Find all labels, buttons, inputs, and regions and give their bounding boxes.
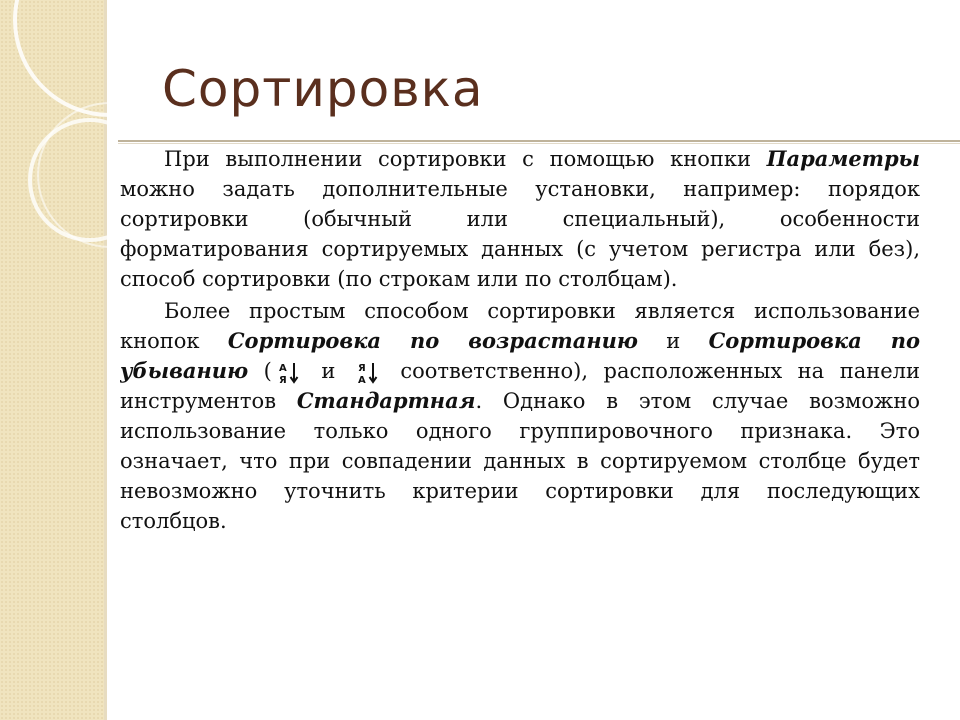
- term-sort-descending: Сортировка по убыванию: [120, 328, 920, 383]
- term-sort-ascending: Сортировка по возрастанию: [227, 328, 638, 353]
- paragraph-2-text-f: . Однако в этом случае возможно использование только одного группировочного признака. Это означает, что при совпадении данных в сортируемом столбце будет невозможно уточнить критерии сортировки для последующих столбцов.: [120, 389, 920, 533]
- sort-ascending-icon: [278, 360, 300, 386]
- paragraph-1-text-a: При выполнении сортировки с помощью кнопки: [164, 147, 767, 171]
- paragraph-2-text-b: и: [637, 329, 709, 353]
- paragraph-sort-parameters: [120, 144, 920, 294]
- paragraph-2-text-d: и: [305, 359, 351, 383]
- sort-asc-arrow: [290, 363, 297, 382]
- paragraph-sort-buttons: [120, 296, 920, 536]
- term-standard-toolbar: Стандартная: [296, 388, 476, 413]
- slide-title: Сортировка: [162, 60, 484, 118]
- title-divider: [118, 140, 960, 142]
- sort-desc-arrow: [369, 363, 376, 382]
- term-parameters-button: Параметры: [766, 146, 920, 171]
- sort-asc-top-letter: А: [278, 362, 287, 374]
- paragraph-2-text-c: (: [248, 359, 272, 383]
- sort-descending-icon: [357, 360, 379, 386]
- sort-desc-bottom-letter: А: [357, 374, 366, 386]
- sort-desc-top-letter: Я: [357, 362, 366, 374]
- paragraph-1-text-b: можно задать дополнительные установки, например: порядок сортировки (обычный или специальный), особенности форматирования сортируемых данных (с учетом регистра или без), способ сортировки (по строкам или по столбцам).: [120, 177, 920, 291]
- paragraph-2-text-e: соответственно), расположенных на панели инструментов: [120, 359, 920, 413]
- sort-asc-bottom-letter: Я: [278, 374, 287, 386]
- scanned-text-excerpt: [120, 144, 920, 568]
- paragraph-2-text-a: Более простым способом сортировки является использование кнопок: [120, 299, 920, 353]
